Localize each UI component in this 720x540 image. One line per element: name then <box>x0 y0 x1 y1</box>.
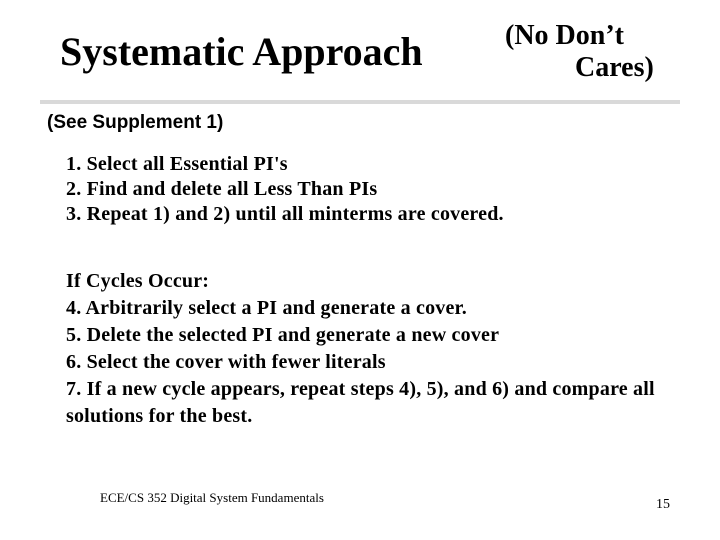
subtitle-line-2: Cares) <box>575 52 654 83</box>
cycle-step-item: 4. Arbitrarily select a PI and generate a cover. <box>66 297 467 319</box>
supplement-note: (See Supplement 1) <box>47 112 224 133</box>
subtitle-line-1: (No Don’t <box>505 20 624 51</box>
step-item: 2. Find and delete all Less Than PIs <box>66 178 378 200</box>
cycles-heading: If Cycles Occur: <box>66 270 210 292</box>
cycles-section <box>66 268 686 430</box>
page-number: 15 <box>656 497 670 512</box>
slide-title: Systematic Approach <box>60 29 423 74</box>
cycle-step-item: 7. If a new cycle appears, repeat steps 4), 5), and 6) and compare all solutions for the best. <box>66 378 655 427</box>
step-item: 3. Repeat 1) and 2) until all minterms are covered. <box>66 203 504 225</box>
slide-subtitle <box>505 20 675 84</box>
title-divider <box>40 100 680 104</box>
cycle-step-item: 6. Select the cover with fewer literals <box>66 351 386 373</box>
footer-course: ECE/CS 352 Digital System Fundamentals <box>100 490 324 505</box>
steps-list <box>66 152 504 227</box>
cycle-step-item: 5. Delete the selected PI and generate a new cover <box>66 324 500 346</box>
step-item: 1. Select all Essential PI's <box>66 153 288 175</box>
